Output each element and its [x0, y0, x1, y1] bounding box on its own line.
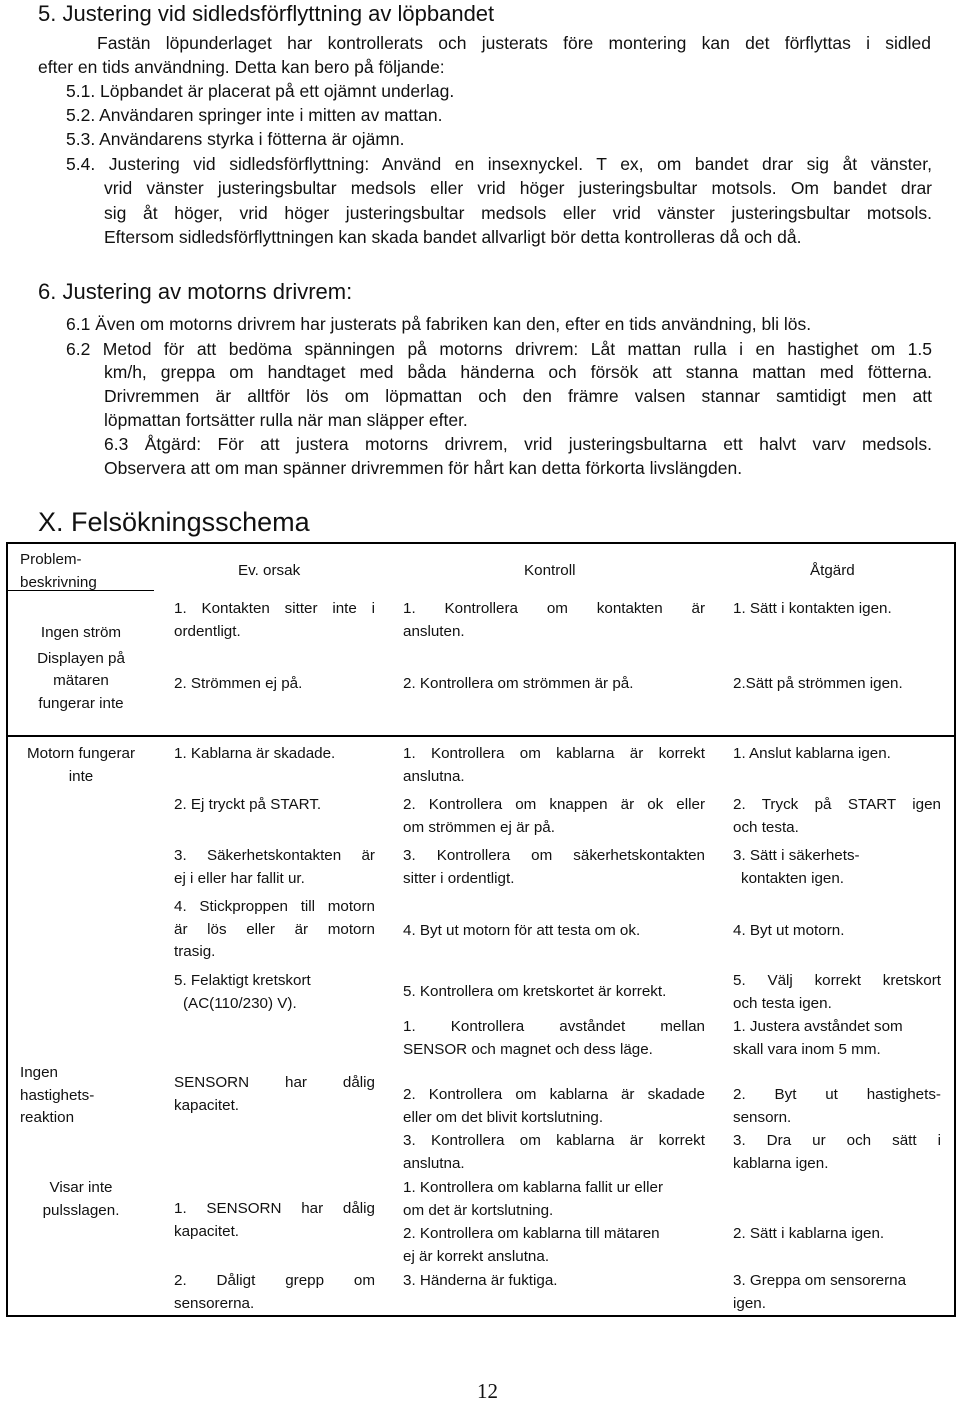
check-button-ok: 2. Kontrollera om knappen är ok eller om strömmen ej är på.	[403, 796, 705, 836]
action-insert-safety-key: 3. Sätt i säkerhets- kontakten igen.	[733, 847, 860, 887]
header-cause: Ev. orsak	[238, 562, 301, 579]
check-plug-connected: 1. Kontrollera om kontakten är ansluten.	[403, 600, 705, 640]
section-6-paragraph-3-line-2: Observera att om man spänner drivremmen för hårt kan detta förkorta livslängden.	[104, 458, 743, 478]
section-6-paragraph-2-line-2: km/h, greppa om handtaget med båda händerna och försök att stanna mattan med fötterna.	[104, 362, 932, 382]
action-power-on: 2.Sätt på strömmen igen.	[733, 675, 903, 692]
check-hands-moist: 3. Händerna är fuktiga.	[403, 1272, 558, 1289]
section-5-item-4-line-3: sig åt höger, vrid höger justeringsbultar medsols eller vrid vänster justeringsbultar motsols.	[104, 203, 932, 223]
header-action: Åtgärd	[810, 562, 855, 579]
section-6-paragraph-3-line-1: 6.3 Åtgärd: För att justera motorns drivrem, vrid justeringsbultarna ett halvt varv medsols.	[104, 434, 932, 454]
action-reconnect-sensor-cables: 3. Dra ur och sätt i kablarna igen.	[733, 1132, 941, 1172]
check-cables-correct: 3. Kontrollera om kablarna är korrekt anslutna.	[403, 1132, 705, 1172]
check-replace-motor: 4. Byt ut motorn för att testa om ok.	[403, 922, 641, 939]
cause-power-off: 2. Strömmen ej på.	[174, 675, 303, 692]
action-press-start: 2. Tryck på START igen och testa.	[733, 796, 941, 836]
troubleshooting-heading: X. Felsökningsschema	[38, 507, 310, 537]
cause-plug-loose: 1. Kontakten sitter inte i ordentligt.	[174, 600, 375, 640]
table-border-right	[954, 542, 956, 1317]
section-5-item-1: 5.1. Löpbandet är placerat på ett ojämnt underlag.	[66, 81, 455, 101]
cause-cables-damaged: 1. Kablarna är skadade.	[174, 745, 336, 762]
check-sensor-distance: 1. Kontrollera avståndet mellan SENSOR och magnet och dess läge.	[403, 1018, 705, 1058]
problem-no-pulse: Visar inte pulsslagen.	[42, 1179, 120, 1219]
table-row-divider	[8, 735, 954, 737]
table-border-top	[6, 542, 956, 544]
section-5-heading: 5. Justering vid sidledsförflyttning av löpbandet	[38, 1, 495, 26]
header-check: Kontroll	[524, 562, 576, 579]
action-adjust-distance: 1. Justera avståndet som skall vara inom 5 mm.	[733, 1018, 903, 1058]
section-5-item-2: 5.2. Användaren springer inte i mitten av mattan.	[66, 105, 443, 125]
action-circuit-board: 5. Välj korrekt kretskort och testa igen.	[733, 972, 941, 1012]
section-6-paragraph-2-line-4: löpmattan fortsätter rulla när man släpper efter.	[104, 410, 468, 430]
section-6-paragraph-2-line-1: 6.2 Metod för att bedöma spänningen på motorns drivrem: Låt mattan rulla i en hastighet om 1.5	[66, 339, 932, 359]
page-number: 12	[477, 1379, 498, 1403]
section-6-paragraph-2-line-3: Drivremmen är alltför lös om löpmattan och den främre valsen stannar samtidigt men att	[104, 386, 932, 406]
action-reconnect-cables: 1. Anslut kablarna igen.	[733, 745, 891, 762]
section-5-item-4-line-4: Eftersom sidledsförflyttningen kan skada bandet allvarligt bör detta kontrolleras då och då.	[104, 227, 802, 247]
check-cables-short-circuit: 2. Kontrollera om kablarna är skadade eller om det blivit kortslutning.	[403, 1086, 705, 1126]
action-replace-speed-sensor: 2. Byt ut hastighets- sensorn.	[733, 1086, 941, 1126]
cause-start-not-pressed: 2. Ej tryckt på START.	[174, 796, 322, 813]
section-5-item-4-line-2: vrid vänster justeringsbultar medsols eller vrid höger justeringsbultar motsols. Om bandet drar	[104, 178, 932, 198]
section-5-item-3: 5.3. Användarens styrka i fötterna är ojämn.	[66, 129, 405, 149]
check-cables-connected: 1. Kontrollera om kablarna är korrekt anslutna.	[403, 745, 705, 785]
section-5-intro-line-2: efter en tids användning. Detta kan bero på följande:	[38, 57, 445, 77]
section-6-heading: 6. Justering av motorns drivrem:	[38, 279, 353, 304]
check-pulse-cables: 1. Kontrollera om kablarna fallit ur eller om det är kortslutning.	[403, 1179, 663, 1219]
problem-motor-not-working: Motorn fungerar inte	[26, 745, 136, 785]
action-reinsert-plug: 1. Sätt i kontakten igen.	[733, 600, 892, 617]
check-power-on: 2. Kontrollera om strömmen är på.	[403, 675, 634, 692]
header-problem: Problem- beskrivning	[20, 551, 97, 591]
check-safety-key: 3. Kontrollera om säkerhetskontakten sitter i ordentligt.	[403, 847, 705, 887]
section-6-paragraph-1: 6.1 Även om motorns drivrem har justerats på fabriken kan den, efter en tids användning, bli lös.	[66, 314, 812, 334]
section-5-intro-line-1: Fastän löpunderlaget har kontrollerats och justerats före montering kan det förflyttas i sidled	[97, 33, 931, 53]
check-meter-cables: 2. Kontrollera om kablarna till mätaren ej är korrekt anslutna.	[403, 1225, 660, 1265]
section-5-item-4-line-1: 5.4. Justering vid sidledsförflyttning: Använd en insexnyckel. T ex, om bandet drar sig åt vänster,	[66, 154, 932, 174]
problem-no-power: Ingen ström Displayen på mätaren fungerar inte	[37, 624, 125, 712]
cause-pulse-sensor-capacity: 1. SENSORN har dålig kapacitet.	[174, 1200, 375, 1240]
table-border-bottom	[6, 1315, 956, 1317]
check-circuit-board: 5. Kontrollera om kretskortet är korrekt.	[403, 983, 667, 1000]
action-grip-sensors: 3. Greppa om sensorerna igen.	[733, 1272, 907, 1312]
action-reinsert-cables: 2. Sätt i kablarna igen.	[733, 1225, 885, 1242]
cause-circuit-board: 5. Felaktigt kretskort (AC(110/230) V).	[174, 972, 311, 1012]
cause-sensor-capacity: SENSORN har dålig kapacitet.	[174, 1074, 375, 1114]
cause-safety-key: 3. Säkerhetskontakten är ej i eller har fallit ur.	[174, 847, 375, 887]
cause-poor-grip: 2. Dåligt grepp om sensorerna.	[174, 1272, 375, 1312]
problem-no-speed-reaction: Ingen hastighets- reaktion	[20, 1064, 95, 1126]
cause-motor-plug: 4. Stickproppen till motorn är lös eller är motorn trasig.	[174, 898, 375, 960]
action-replace-motor: 4. Byt ut motorn.	[733, 922, 845, 939]
